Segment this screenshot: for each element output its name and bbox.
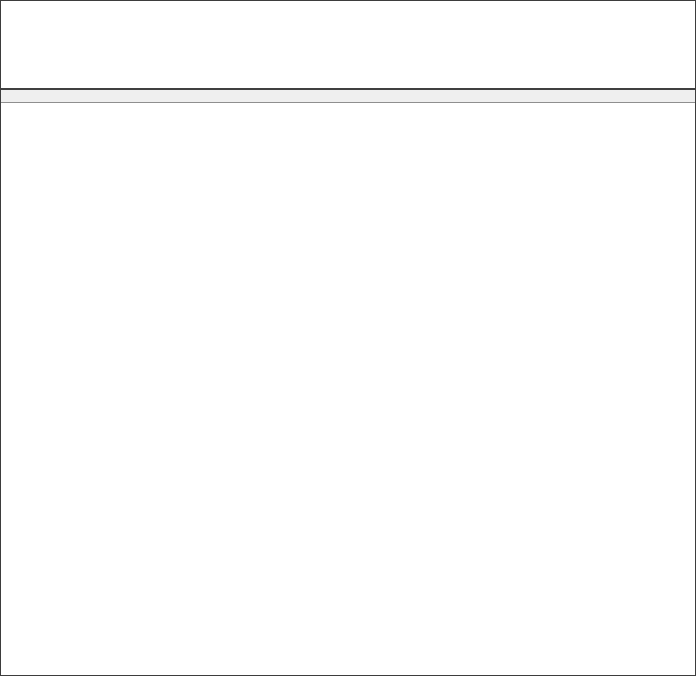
game-week-bar: [1, 88, 696, 103]
